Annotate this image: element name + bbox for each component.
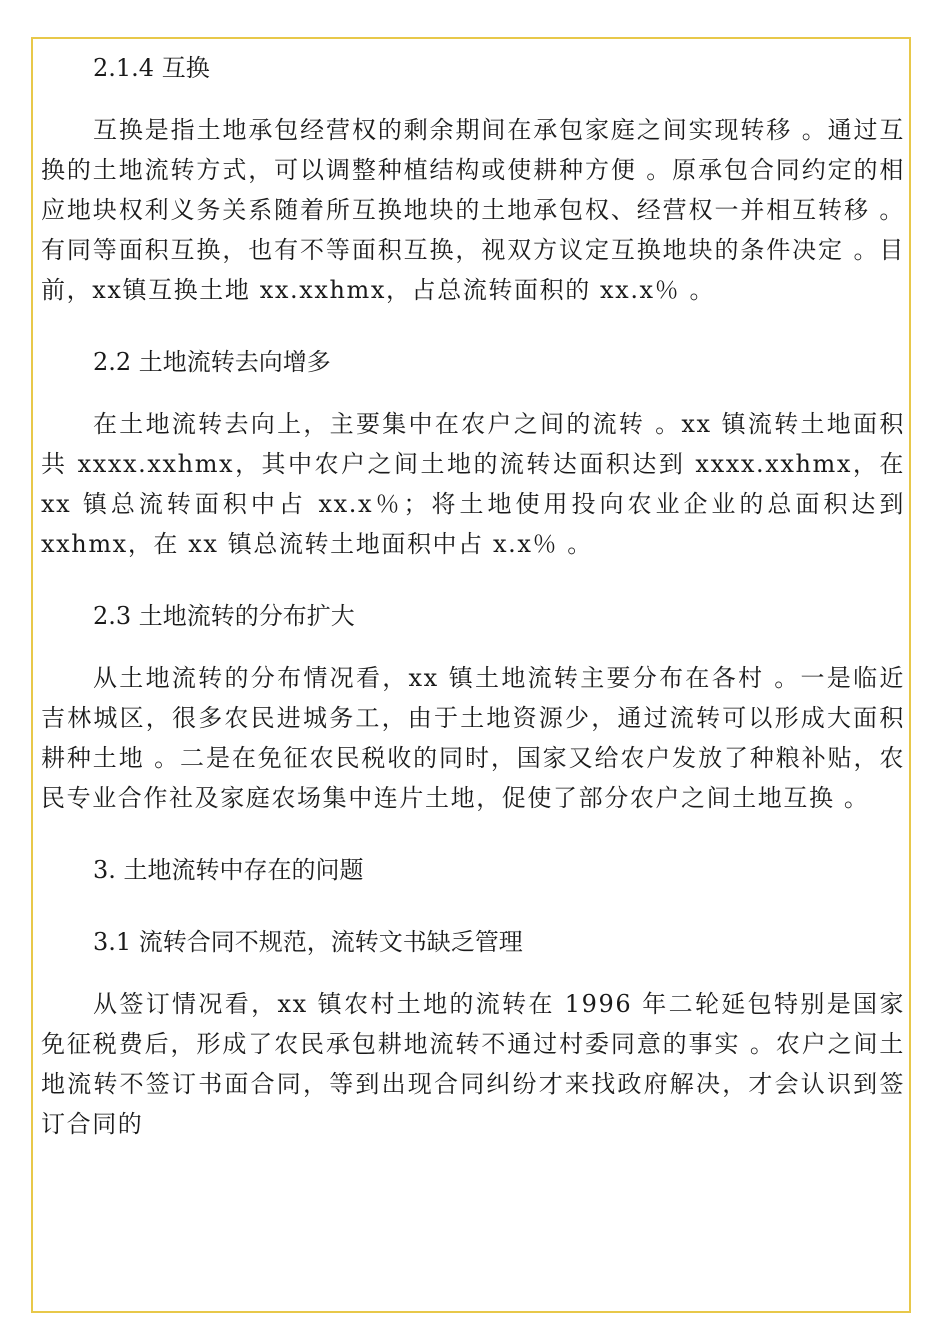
document-body	[41, 48, 905, 1144]
section-heading-2-2: 2.2 土地流转去向增多	[93, 348, 331, 376]
section-heading-3-1: 3.1 流转合同不规范，流转文书缺乏管理	[93, 928, 523, 956]
section-paragraph-2-1-4: 互换是指土地承包经营权的剩余期间在承包家庭之间实现转移 。通过互换的土地流转方式，可以调整种植结构或使耕种方便 。原承包合同约定的相应地块权利义务关系随着所互换地块的土地承包权、经营权一并相互转移 。有同等面积互换，也有不等面积互换，视双方议定互换地块的条件决定 。目前，xx镇互换土地 xx.xxhmx，占总流转面积的 xx.x％ 。	[41, 116, 905, 304]
section-paragraph-2-2: 在土地流转去向上，主要集中在农户之间的流转 。xx 镇流转土地面积共 xxxx.xxhmx，其中农户之间土地的流转达面积达到 xxxx.xxhmx，在 xx 镇总流转面积中占 xx.x％；将土地使用投向农业企业的总面积达到 xxhmx，在 xx 镇总流转土地面积中占 x.x％ 。	[41, 410, 905, 558]
section-heading-2-3: 2.3 土地流转的分布扩大	[93, 602, 355, 630]
section-heading-2-1-4: 2.1.4 互换	[93, 54, 210, 82]
section-paragraph-3-1: 从签订情况看，xx 镇农村土地的流转在 1996 年二轮延包特别是国家免征税费后，形成了农民承包耕地流转不通过村委同意的事实 。农户之间土地流转不签订书面合同，等到出现合同纠纷才来找政府解决，才会认识到签订合同的	[41, 990, 905, 1138]
section-heading-3: 3. 土地流转中存在的问题	[93, 856, 364, 884]
section-paragraph-2-3: 从土地流转的分布情况看，xx 镇土地流转主要分布在各村 。一是临近吉林城区，很多农民进城务工，由于土地资源少，通过流转可以形成大面积耕种土地 。二是在免征农民税收的同时，国家又给农户发放了种粮补贴，农民专业合作社及家庭农场集中连片土地，促使了部分农户之间土地互换 。	[41, 664, 905, 812]
